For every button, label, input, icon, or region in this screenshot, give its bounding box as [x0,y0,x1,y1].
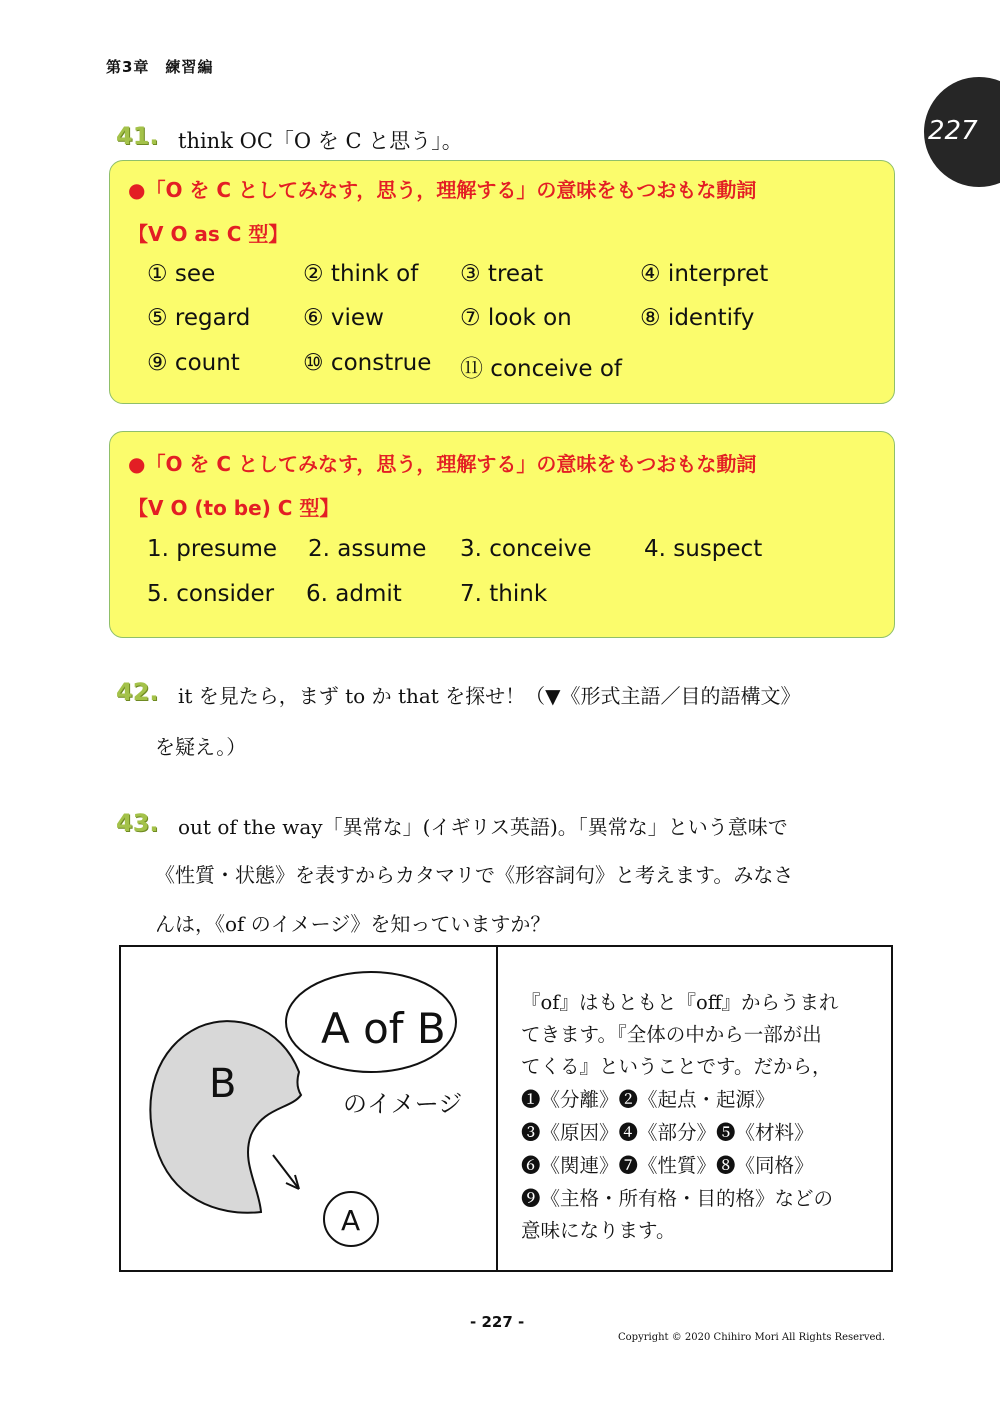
verb-item: ⑧ identify [640,305,755,331]
question-number-42: 42. [116,678,159,706]
verb-item: ④ interpret [640,261,769,287]
verb-item: 6. admit [306,581,402,607]
verb-item: ③ treat [460,261,544,287]
figure-divider [496,947,498,1270]
question-41-title: think OC「O を C と思う」。 [178,129,463,153]
verb-item: ⑤ regard [147,305,251,331]
of-image-sketch [121,947,496,1270]
copyright: Copyright © 2020 Chihiro Mori All Rights Reserved. [618,1332,885,1343]
box-pattern: 【V O as C 型】 [128,222,289,246]
big-circle-b [150,1021,301,1213]
question-43-line: んは，《of のイメージ》を知っていますか？ [155,912,551,936]
verb-box-as-c [109,160,895,404]
question-43-line: 《性質・状態》を表すからカタマリで《形容詞句》と考えます。みなさ [155,863,794,887]
figure-text-line: てくる』ということです。だから， [521,1055,832,1078]
question-number-41: 41. [116,122,159,150]
figure-text-line: 『of』はもともと『off』からうまれ [521,991,839,1014]
verb-item: ① see [147,261,216,287]
figure-text-line: ❶《分離》❷《起点・起源》 [521,1088,775,1111]
verb-item: ⑥ view [303,305,384,331]
verb-item: ⑩ construe [303,350,432,376]
verb-item: 7. think [460,581,548,607]
figure-text-line: てきます。『全体の中から一部が出 [521,1023,822,1046]
page-tab-number: 227 [928,116,978,146]
box-heading: ●「O を C としてみなす，思う，理解する」の意味をもつおもな動詞 [128,452,757,476]
verb-item: 3. conceive [460,536,592,562]
box-heading: ●「O を C としてみなす，思う，理解する」の意味をもつおもな動詞 [128,178,757,202]
page-number: - 227 - [470,1313,525,1331]
verb-item: 4. suspect [644,536,763,562]
verb-item: 5. consider [147,581,275,607]
question-number-43: 43. [116,809,159,837]
label-b: B [209,1061,237,1107]
verb-item: 2. assume [308,536,427,562]
question-42-line: を疑え。） [155,735,247,759]
label-no-image: のイメージ [343,1090,463,1118]
figure-text-line: ❻《関連》❼《性質》❽《同格》 [521,1154,814,1177]
question-42-line: it を見たら，まず to か that を探せ！（▼《形式主語／目的語構文》 [178,684,801,708]
figure-text-line: ❾《主格・所有格・目的格》などの [521,1187,834,1210]
verb-item: ⑪ conceive of [460,356,623,382]
verb-box-to-be-c [109,431,895,638]
verb-item: 1. presume [147,536,278,562]
figure-text-line: ❸《原因》❹《部分》❺《材料》 [521,1121,814,1144]
verb-item: ⑦ look on [460,305,572,331]
figure-text-line: 意味になります。 [521,1219,676,1242]
verb-item: ② think of [303,261,419,287]
box-pattern: 【V O (to be) C 型】 [128,496,340,520]
verb-item: ⑨ count [147,350,240,376]
question-43-line: out of the way「異常な」(イギリス英語)。「異常な」という意味で [178,815,788,839]
chapter-header: 第3章 練習編 [106,58,214,76]
label-a-of-b: A of B [321,1004,446,1053]
of-image-figure [119,945,893,1272]
label-a: A [341,1204,361,1237]
